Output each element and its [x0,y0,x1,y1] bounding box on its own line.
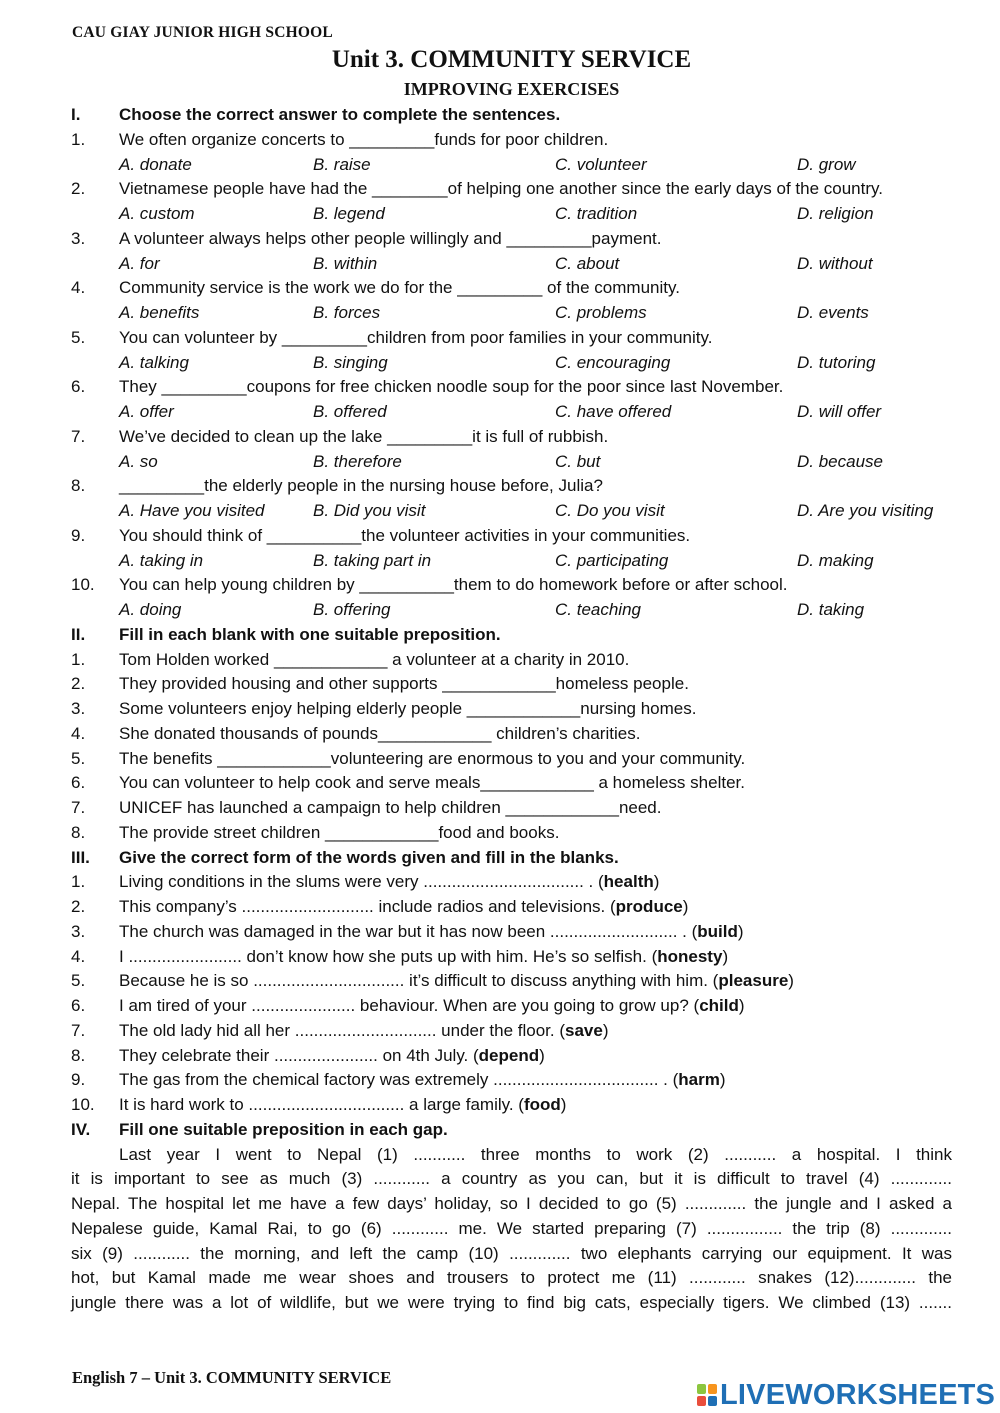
option-d[interactable]: D. events [797,303,869,322]
question-row [0,573,1000,598]
question-row [0,375,1000,400]
closing-paren: ) [539,1045,545,1065]
option-b[interactable]: B. legend [313,204,385,223]
item-number: 6. [71,996,86,1015]
section-instruction: Fill one suitable preposition in each gap. [119,1119,448,1139]
passage-line [0,1143,1000,1168]
sentence-text: They celebrate their ...................... on 4th July. ( [119,1045,479,1065]
closing-paren: ) [602,1020,609,1040]
item-number: 1. [71,649,86,669]
word-form-item [0,870,1000,895]
section-number: I. [71,105,81,124]
options-row [0,400,1000,425]
root-word: build [697,921,738,941]
options-row [0,499,1000,524]
word-form-item [0,1019,1000,1044]
sentence-text: This company’s ............................ include radios and televisions. ( [119,897,616,916]
question-text: _________the elderly people in the nursing house before, Julia? [119,476,603,496]
question-row [0,128,1000,153]
question-number: 7. [71,426,86,446]
logo-square-blue [708,1396,717,1406]
option-c[interactable]: C. encouraging [555,352,671,372]
question-text: A volunteer always helps other people willingly and _________payment. [119,228,662,248]
option-a[interactable]: A. benefits [119,303,200,322]
options-row [0,351,1000,376]
sentence-text: The old lady hid all her .............................. under the floor. ( [119,1020,565,1040]
closing-paren: ) [738,996,745,1015]
item-text [119,920,744,945]
root-word: health [603,872,654,892]
preposition-item [0,648,1000,673]
option-d[interactable]: D. taking [797,600,865,619]
question-text: Community service is the work we do for the _________ of the community. [119,278,680,298]
section-number: II. [71,624,86,644]
passage-text: it is important to see as much (3) ............ a country as you can, but it is difficult to travel (4) ............. [71,1169,952,1189]
question-number: 5. [71,327,86,347]
word-form-item [0,1044,1000,1069]
item-text [119,895,688,920]
word-form-item [0,920,1000,945]
option-b[interactable]: B. therefore [313,451,402,471]
item-text: Some volunteers enjoy helping elderly people ____________nursing homes. [119,699,697,718]
sentence-text: The gas from the chemical factory was extremely ................................... . ( [119,1070,679,1090]
item-number: 10. [71,1095,95,1114]
sentence-text: I am tired of your ...................... behaviour. When are you going to grow up? ( [119,996,700,1015]
item-number: 8. [71,822,86,842]
word-form-item [0,969,1000,994]
question-row [0,177,1000,202]
sentence-text: It is hard work to ................................. a large family. ( [119,1095,524,1114]
item-text [119,870,659,895]
section-instruction: Fill in each blank with one suitable preposition. [119,624,501,644]
question-number: 2. [71,179,86,199]
option-d[interactable]: D. will offer [797,402,882,421]
item-text [119,969,794,994]
passage-text: jungle there was a lot of wildlife, but we were trying to find big cats, especially tigers. We climbed (13) ....... [71,1293,952,1312]
option-c[interactable]: C. problems [555,303,647,322]
preposition-item [0,771,1000,796]
question-row [0,326,1000,351]
item-number: 4. [71,946,86,966]
options-row [0,598,1000,623]
option-c[interactable]: C. participating [555,550,669,570]
option-a[interactable]: A. taking in [119,550,204,570]
item-number: 7. [71,1020,86,1040]
worksheet-body [0,103,1000,1316]
section-3-heading [0,846,1000,871]
passage-text: six (9) ............ the morning, and left the camp (10) ............. two elephants carrying our equipment. It was [71,1243,952,1263]
root-word: honesty [657,946,723,966]
item-text [119,994,745,1019]
option-d[interactable]: D. making [797,550,874,570]
option-b[interactable]: B. forces [313,303,381,322]
root-word: child [699,996,739,1015]
school-name: CAU GIAY JUNIOR HIGH SCHOOL [72,24,333,41]
item-number: 3. [71,921,86,941]
passage-text: hot, but Kamal made me wear shoes and trousers to protect me (11) ............ snakes (12)............. the [71,1268,952,1288]
options-row [0,252,1000,277]
root-word: pleasure [718,971,789,991]
question-number: 8. [71,476,86,496]
option-a[interactable]: A. offer [119,402,174,421]
logo-text: LIVEWORKSHEETS [720,1378,996,1411]
option-b[interactable]: B. Did you visit [313,501,426,520]
root-word: save [564,1020,603,1040]
preposition-item [0,722,1000,747]
section-1-heading [0,103,1000,128]
word-form-item [0,1093,1000,1118]
item-number: 7. [71,798,86,817]
root-word: produce [615,897,683,916]
item-text [119,1068,726,1093]
closing-paren: ) [719,1070,726,1090]
option-a[interactable]: A. talking [119,352,189,372]
section-number: III. [71,847,90,867]
item-number: 5. [71,971,86,991]
root-word: depend [478,1045,540,1065]
question-row [0,425,1000,450]
item-number: 4. [71,723,86,743]
options-row [0,450,1000,475]
question-text: You can help young children by __________them to do homework before or after school. [119,575,788,595]
item-number: 6. [71,773,86,793]
preposition-item [0,796,1000,821]
option-a[interactable]: A. donate [119,154,192,174]
item-text: You can volunteer to help cook and serve meals____________ a homeless shelter. [119,773,745,793]
item-text: Tom Holden worked ____________ a volunteer at a charity in 2010. [119,649,630,669]
logo-square-red [697,1396,706,1406]
section-instruction: Choose the correct answer to complete the sentences. [119,105,561,124]
preposition-item [0,747,1000,772]
options-row [0,202,1000,227]
closing-paren: ) [788,971,794,991]
question-text: Vietnamese people have had the ________of helping one another since the early days of the country. [119,179,883,199]
item-number: 8. [71,1045,86,1065]
logo-square-green [697,1384,706,1394]
question-row [0,276,1000,301]
question-text: We’ve decided to clean up the lake _________it is full of rubbish. [119,426,609,446]
question-row [0,474,1000,499]
root-word: harm [678,1070,720,1090]
preposition-item [0,821,1000,846]
option-c[interactable]: C. but [555,451,601,471]
section-2-heading [0,623,1000,648]
closing-paren: ) [653,872,660,892]
options-row [0,153,1000,178]
item-text [119,945,728,970]
passage-line [0,1192,1000,1217]
closing-paren: ) [722,946,729,966]
section-number: IV. [71,1119,91,1139]
passage-text: Nepalese guide, Kamal Rai, to go (6) ............ me. We started preparing (7) ................ the trip (8) ............. [71,1218,952,1238]
question-number: 6. [71,377,86,397]
question-number: 3. [71,228,86,248]
item-text: UNICEF has launched a campaign to help children ____________need. [119,798,662,817]
liveworksheets-logo[interactable] [697,1380,995,1410]
word-form-item [0,994,1000,1019]
option-c[interactable]: C. teaching [555,600,641,619]
item-number: 1. [71,872,86,892]
item-number: 5. [71,748,86,768]
passage-text: Nepal. The hospital let me have a few days’ holiday, so I decided to go (5) ............. the jungle and I asked a [71,1194,952,1213]
option-a[interactable]: A. for [119,253,160,273]
word-form-item [0,945,1000,970]
closing-paren: ) [737,921,744,941]
option-b[interactable]: B. offered [313,402,387,421]
option-c[interactable]: C. about [555,253,620,273]
word-form-item [0,895,1000,920]
option-b[interactable]: B. within [313,253,378,273]
options-row [0,549,1000,574]
options-row [0,301,1000,326]
option-a[interactable]: A. Have you visited [119,501,265,520]
item-number: 2. [71,897,86,916]
closing-paren: ) [682,897,689,916]
preposition-item [0,697,1000,722]
sentence-text: I ........................ don’t know how she puts up with him. He’s so selfish. ( [119,946,658,966]
item-text [119,1093,566,1118]
exercise-subtitle: IMPROVING EXERCISES [403,79,620,99]
question-text: You can volunteer by _________children from poor families in your community. [119,327,713,347]
root-word: food [523,1095,561,1114]
option-d[interactable]: D. because [797,451,883,471]
option-d[interactable]: D. religion [797,204,874,223]
question-row [0,524,1000,549]
item-number: 9. [71,1070,86,1090]
question-number: 10. [71,575,95,595]
liveworksheets-grid-icon [697,1384,717,1406]
item-text [119,1019,608,1044]
option-d[interactable]: D. tutoring [797,352,876,372]
question-text: We often organize concerts to _________funds for poor children. [119,129,609,149]
sentence-text: Because he is so ................................ it’s difficult to discuss anything with him. ( [119,971,719,991]
passage-text: Last year I went to Nepal (1) ........... three months to work (2) ........... a hospital. I think [119,1144,952,1164]
question-number: 4. [71,278,86,298]
item-number: 3. [71,699,86,718]
item-text: The provide street children ____________food and books. [119,822,560,842]
option-c[interactable]: C. tradition [555,204,638,223]
section-instruction: Give the correct form of the words given and fill in the blanks. [119,847,619,867]
option-b[interactable]: B. taking part in [313,550,432,570]
option-c[interactable]: C. volunteer [555,154,647,174]
item-number: 2. [71,674,86,694]
question-text: You should think of __________the volunteer activities in your communities. [119,525,691,545]
option-b[interactable]: B. offering [313,600,391,619]
question-number: 9. [71,525,86,545]
option-c[interactable]: C. have offered [555,402,672,421]
option-d[interactable]: D. Are you visiting [797,501,934,520]
closing-paren: ) [560,1095,567,1114]
question-text: They _________coupons for free chicken noodle soup for the poor since last November. [119,377,784,397]
passage-line [0,1266,1000,1291]
option-d[interactable]: D. without [797,253,873,273]
option-a[interactable]: A. custom [119,204,195,223]
logo-square-orange [708,1384,717,1394]
option-a[interactable]: A. so [119,451,158,471]
item-text: She donated thousands of pounds____________ children’s charities. [119,723,641,743]
option-b[interactable]: B. raise [313,154,371,174]
passage-line [0,1291,1000,1316]
option-a[interactable]: A. doing [119,600,182,619]
word-form-item [0,1068,1000,1093]
sentence-text: The church was damaged in the war but it has now been ........................... . ( [119,921,698,941]
passage-line [0,1242,1000,1267]
preposition-item [0,672,1000,697]
passage-line [0,1167,1000,1192]
passage-line [0,1217,1000,1242]
item-text: The benefits ____________volunteering are enormous to you and your community. [119,748,746,768]
sentence-text: Living conditions in the slums were very .................................. . ( [119,872,604,892]
section-4-heading [0,1118,1000,1143]
question-number: 1. [71,129,86,149]
item-text [119,1044,545,1069]
page-footer: English 7 – Unit 3. COMMUNITY SERVICE [72,1368,392,1387]
option-b[interactable]: B. singing [313,352,388,372]
item-text: They provided housing and other supports ____________homeless people. [119,674,689,694]
question-row [0,227,1000,252]
option-d[interactable]: D. grow [797,154,856,174]
option-c[interactable]: C. Do you visit [555,501,665,520]
unit-title: Unit 3. COMMUNITY SERVICE [331,46,692,73]
